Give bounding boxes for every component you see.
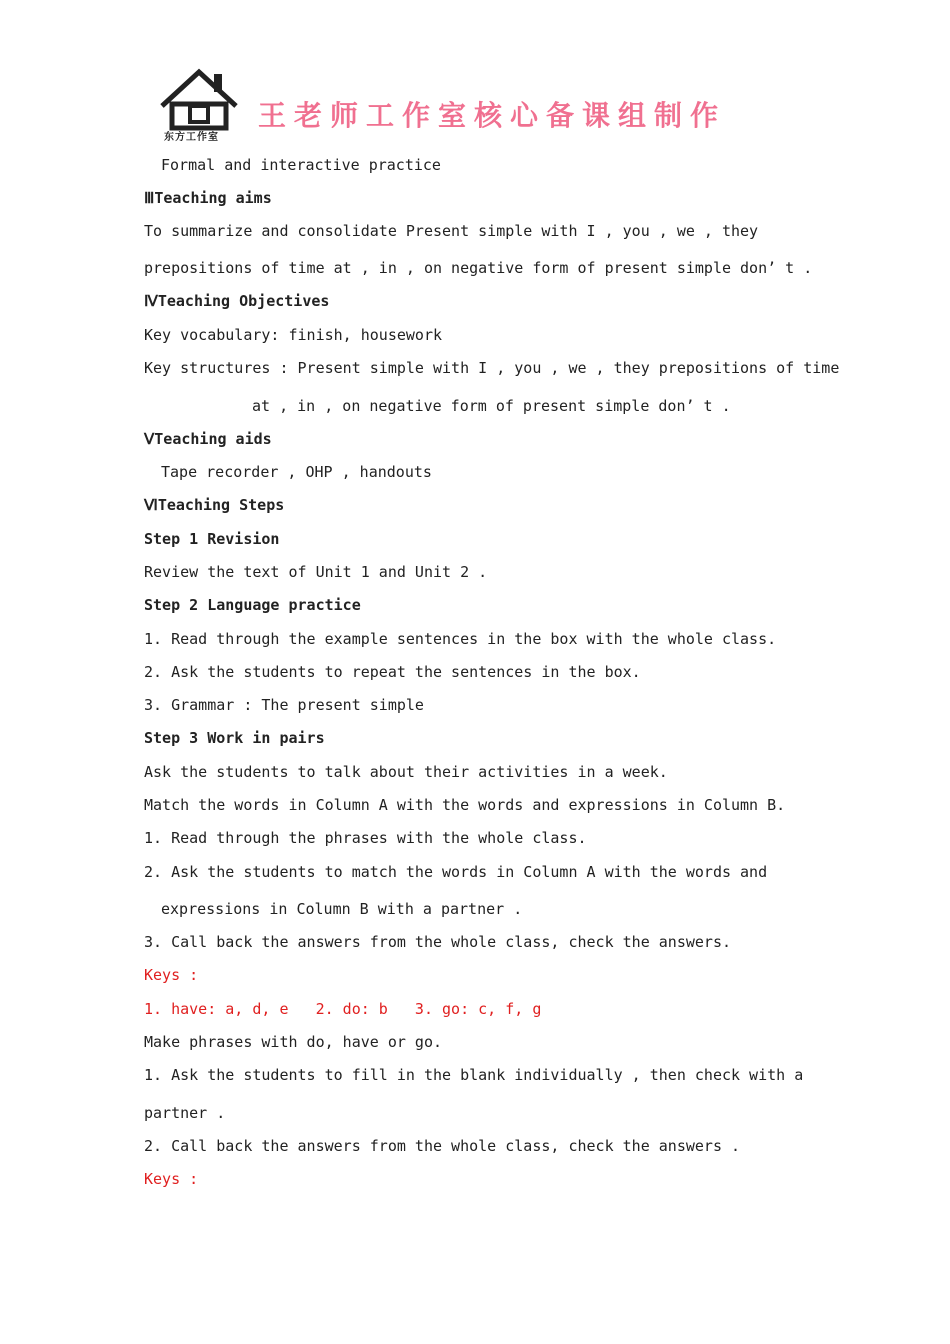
- text-line: 3. Grammar : The present simple: [144, 696, 424, 714]
- text-line: 3. Call back the answers from the whole class, check the answers.: [144, 933, 731, 951]
- text-line: Review the text of Unit 1 and Unit 2 .: [144, 563, 488, 581]
- step-heading: Step 1 Revision: [144, 530, 280, 548]
- keys-label: Keys :: [144, 1170, 199, 1188]
- text-line: partner .: [144, 1104, 226, 1122]
- section-heading: ⅥTeaching Steps: [144, 496, 285, 514]
- section-heading: ⅤTeaching aids: [144, 430, 272, 448]
- text-line: 2. Ask the students to repeat the sentences in the box.: [144, 663, 641, 681]
- step-heading: Step 2 Language practice: [144, 596, 361, 614]
- step-heading: Step 3 Work in pairs: [144, 729, 325, 747]
- text-line: 1. Read through the example sentences in the box with the whole class.: [144, 630, 777, 648]
- text-line: 1. Read through the phrases with the whole class.: [144, 829, 587, 847]
- text-line: Ask the students to talk about their activities in a week.: [144, 763, 668, 781]
- text-line: at , in , on negative form of present simple don’ t .: [252, 397, 731, 415]
- section-heading: ⅢTeaching aims: [144, 189, 272, 207]
- text-line: 2. Ask the students to match the words in Column A with the words and: [144, 863, 768, 881]
- text-line: Formal and interactive practice: [161, 156, 441, 174]
- section-heading: ⅣTeaching Objectives: [144, 292, 330, 310]
- text-line: 1. Ask the students to fill in the blank individually , then check with a: [144, 1066, 804, 1084]
- text-line: To summarize and consolidate Present simple with I , you , we , they: [144, 222, 759, 240]
- text-line: Key structures : Present simple with I , you , we , they prepositions of time: [144, 359, 840, 377]
- keys-answers: 1. have: a, d, e 2. do: b 3. go: c, f, g: [144, 1000, 542, 1018]
- text-line: 2. Call back the answers from the whole class, check the answers .: [144, 1137, 741, 1155]
- logo-caption: 东方工作室: [164, 132, 219, 143]
- banner-title: 王老师工作室核心备课组制作: [258, 99, 727, 132]
- text-line: prepositions of time at , in , on negative form of present simple don’ t .: [144, 259, 813, 277]
- text-line: Match the words in Column A with the words and expressions in Column B.: [144, 796, 786, 814]
- text-line: Tape recorder , OHP , handouts: [161, 463, 432, 481]
- text-line: Key vocabulary: finish, housework: [144, 326, 443, 344]
- keys-label: Keys :: [144, 966, 199, 984]
- text-line: expressions in Column B with a partner .: [161, 900, 523, 918]
- text-line: Make phrases with do, have or go.: [144, 1033, 443, 1051]
